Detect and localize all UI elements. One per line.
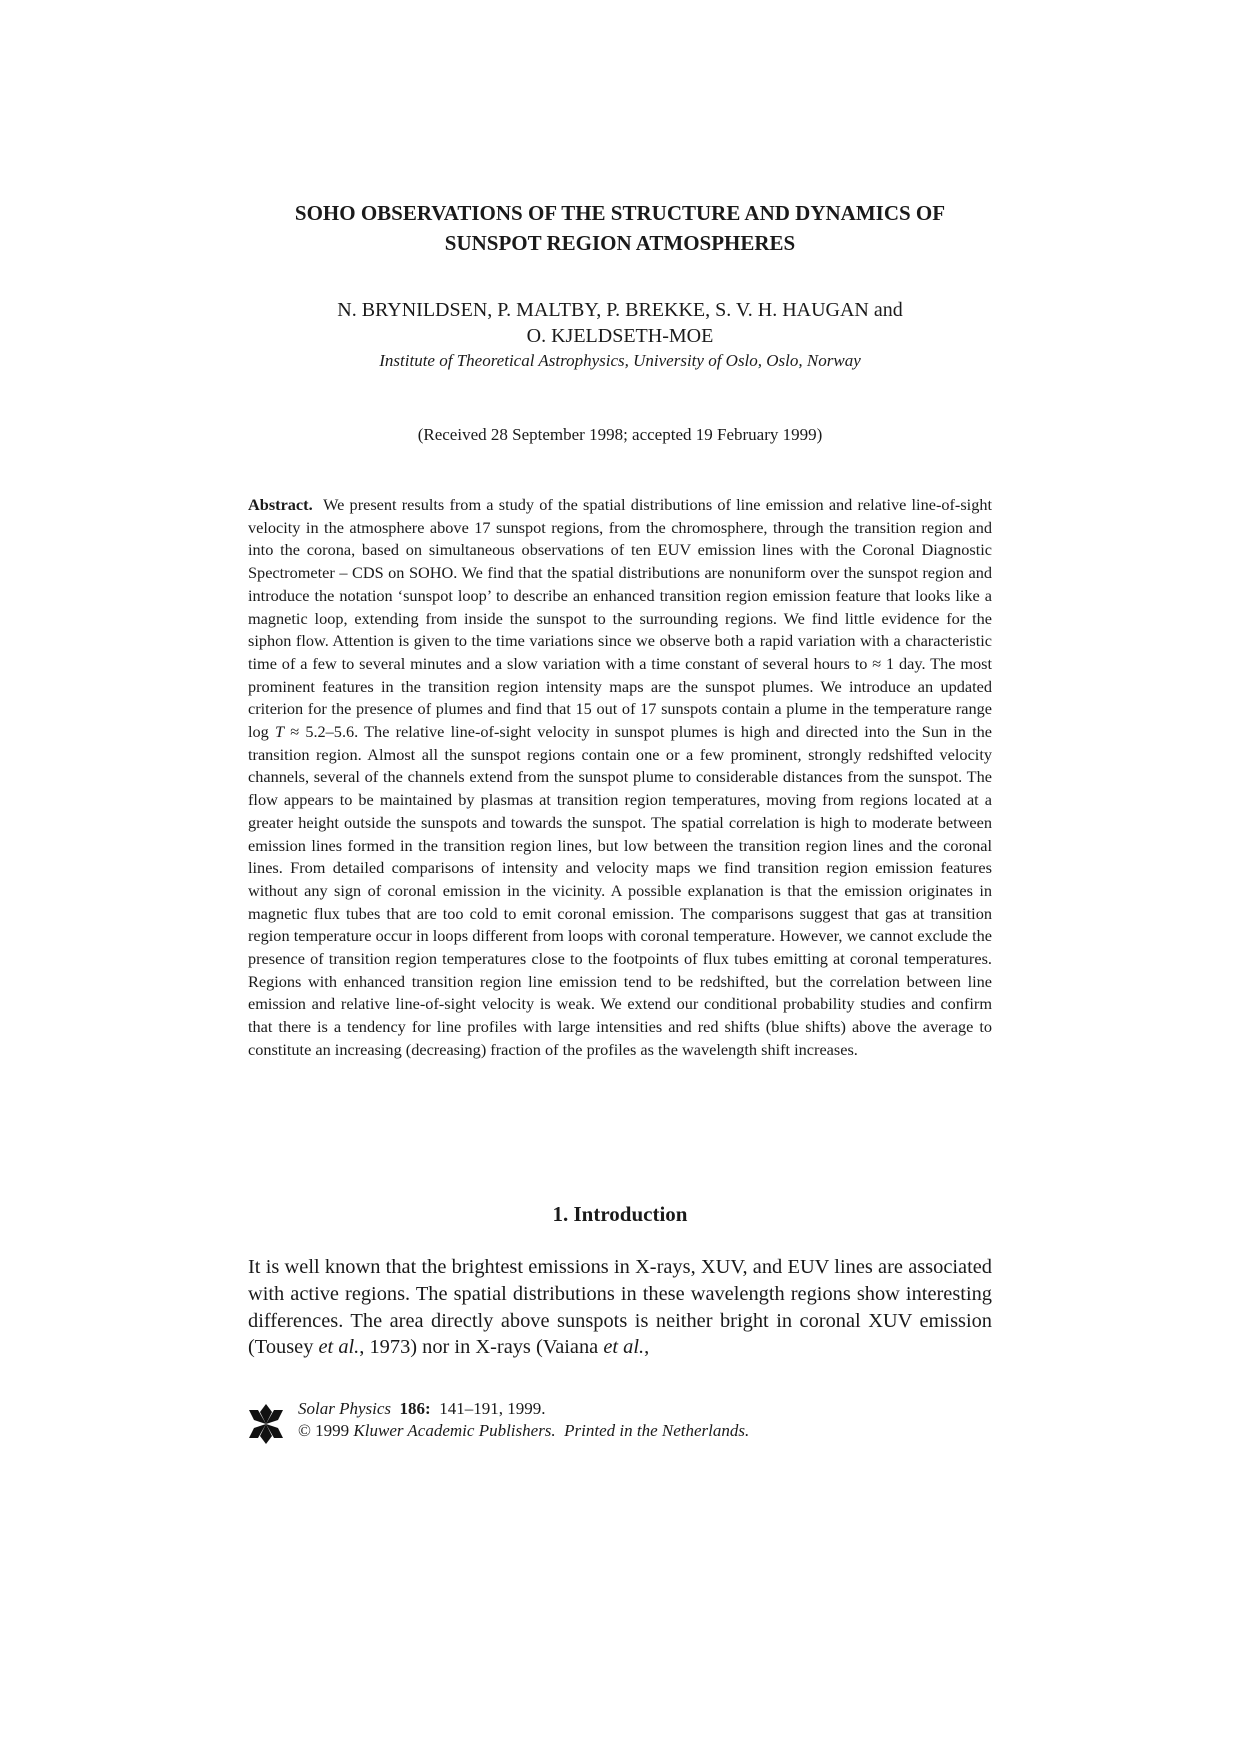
introduction-paragraph <box>248 1254 992 1361</box>
citation-line <box>298 1398 749 1420</box>
copyright-symbol: © <box>298 1421 311 1440</box>
footer-text <box>298 1398 749 1442</box>
authors-line-2: O. KJELDSETH-MOE <box>526 325 714 347</box>
journal-pages: 141–191, 1999. <box>439 1399 546 1418</box>
journal-volume: 186: <box>399 1399 431 1418</box>
journal-footer <box>248 1398 992 1448</box>
paper-title <box>248 198 992 258</box>
title-line-2: SUNSPOT REGION ATMOSPHERES <box>444 231 796 255</box>
intro-etal-1: et al. <box>318 1336 360 1359</box>
intro-text-c: , <box>644 1336 650 1359</box>
section-heading-introduction: 1. Introduction <box>552 1202 688 1226</box>
printed-in: Printed in the Netherlands. <box>564 1421 750 1440</box>
publisher-logo-icon <box>248 1402 284 1446</box>
publisher-name: Kluwer Academic Publishers. <box>353 1421 556 1440</box>
abstract-math-t: T <box>274 722 285 742</box>
intro-text-b: , 1973) nor in X-rays (Vaiana <box>359 1336 604 1359</box>
title-line-1: SOHO OBSERVATIONS OF THE STRUCTURE AND DYNAMICS OF <box>294 201 946 225</box>
journal-name: Solar Physics <box>298 1399 392 1418</box>
intro-text-a: It is well known that the brightest emissions in X-rays, XUV, and EUV lines are associated with active regions. The spatial distributions in these wavelength regions show interesting differences. The area directly above sunspots is neither bright in coronal XUV emission (Tousey <box>248 1256 992 1359</box>
author-list <box>248 297 992 349</box>
abstract-text-part2: ≈ 5.2–5.6. The relative line-of-sight velocity in sunspot plumes is high and directed into the Sun in the transition region. Almost all the sunspot regions contain one or a few prominent, strongly redshifted velocity channels, several of the channels extend from the sunspot plume to considerable distances from the sunspot. The flow appears to be maintained by plasmas at transition region temperatures, moving from regions located at a greater height outside the sunspots and towards the sunspot. The spatial correlation is high to moderate between emission lines formed in the transition region lines, but low between the transition region lines and the coronal lines. From detailed comparisons of intensity and velocity maps we find transition region emission features without any sign of coronal emission in the vicinity. A possible explanation is that the emission originates in magnetic flux tubes that are too cold to emit coronal emission. The comparisons suggest that gas at transition region temperature occur in loops different from loops with coronal temperature. However, we cannot exclude the presence of transition region temperatures close to the footpoints of flux tubes emitting at coronal temperatures. Regions with enhanced transition region line emission tend to be redshifted, but the correlation between line emission and relative line-of-sight velocity is weak. We extend our conditional probability studies and confirm that there is a tendency for line profiles with large intensities and red shifts (blue shifts) above the average to constitute an increasing (decreasing) fraction of the profiles as the wavelength shift increases. <box>248 722 992 1059</box>
affiliation: Institute of Theoretical Astrophysics, University of Oslo, Oslo, Norway <box>379 351 861 370</box>
copyright-year: 1999 <box>315 1421 350 1440</box>
copyright-line <box>298 1420 749 1442</box>
abstract-label: Abstract. <box>248 495 313 514</box>
abstract-text-part1: We present results from a study of the spatial distributions of line emission and relative line-of-sight velocity in the atmosphere above 17 sunspot regions, from the chromosphere, through the transition region and into the corona, based on simultaneous observations of ten EUV emission lines with the Coronal Diagnostic Spectrometer – CDS on SOHO. We find that the spatial distributions are nonuniform over the sunspot region and introduce the notation ‘sunspot loop’ to describe an enhanced transition region emission feature that looks like a magnetic loop, extending from inside the sunspot to the surrounding regions. We find little evidence for the siphon flow. Attention is given to the time variations since we observe both a rapid variation with a characteristic time of a few to several minutes and a slow variation with a time constant of several hours to ≈ 1 day. The most prominent features in the transition region intensity maps are the sunspot plumes. We introduce an updated criterion for the presence of plumes and find that 15 out of 17 sunspots contain a plume in the temperature range log <box>248 495 993 742</box>
abstract <box>248 494 992 1062</box>
received-dates: (Received 28 September 1998; accepted 19 February 1999) <box>417 425 823 444</box>
authors-line-1: N. BRYNILDSEN, P. MALTBY, P. BREKKE, S. V. H. HAUGAN and <box>337 299 903 321</box>
intro-etal-2: et al. <box>603 1336 645 1359</box>
